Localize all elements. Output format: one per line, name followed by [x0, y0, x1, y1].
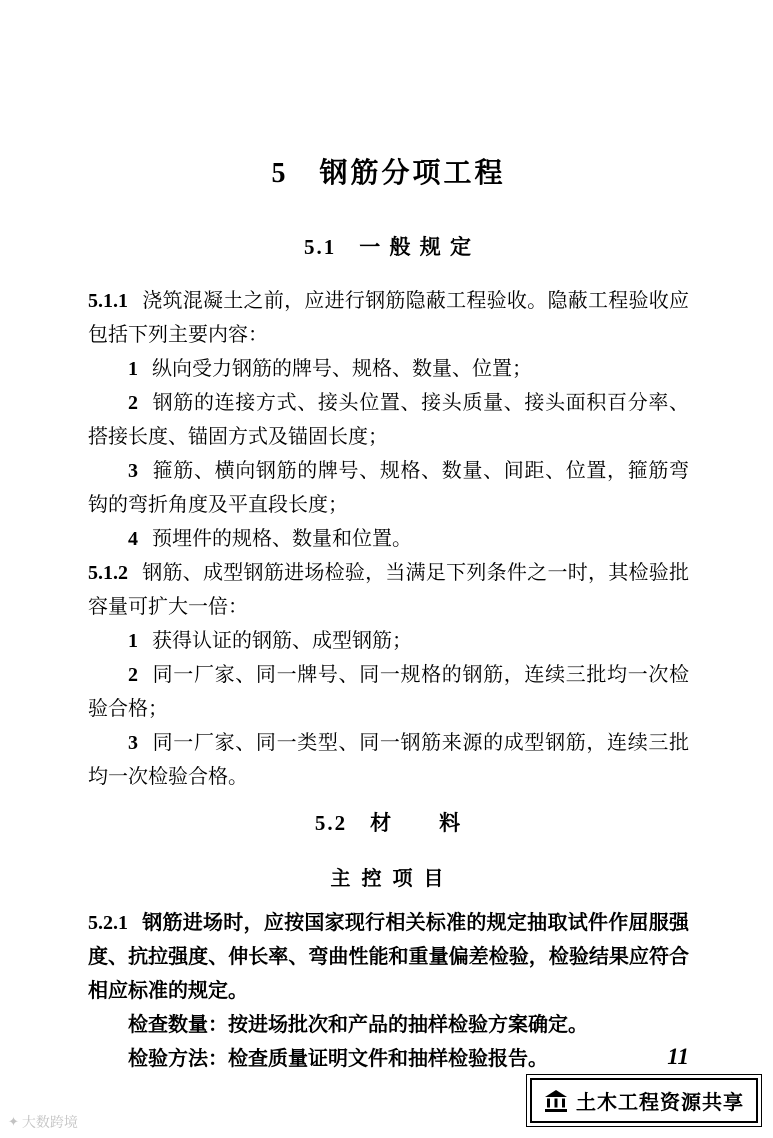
list-item-512-2: [88, 658, 689, 726]
list-item-511-4: [88, 522, 689, 556]
badge-text: 土木工程资源共享: [576, 1092, 744, 1114]
clause-text: 浇筑混凝土之前，应进行钢筋隐蔽工程验收。隐蔽工程验收应包括下列主要内容：: [88, 290, 689, 346]
clause-number: 5.1.1: [88, 290, 128, 312]
item-number: 1: [128, 630, 138, 652]
item-number: 3: [128, 460, 138, 482]
item-text: 同一厂家、同一牌号、同一规格的钢筋，连续三批均一次检验合格；: [88, 664, 689, 720]
clause-number: 5.1.2: [88, 562, 128, 584]
clause-number: 5.2.1: [88, 912, 128, 934]
pavilion-icon: [544, 1090, 568, 1112]
item-text: 钢筋的连接方式、接头位置、接头质量、接头面积百分率、搭接长度、锚固方式及锚固长度；: [88, 392, 689, 448]
watermark: [8, 1112, 78, 1132]
section-title-5-1: 5.1 一 般 规 定: [304, 235, 473, 259]
subheading-master-control: 主 控 项 目: [330, 868, 447, 890]
list-item-512-1: [88, 624, 689, 658]
check-quantity-line: 检查数量：按进场批次和产品的抽样检验方案确定。: [128, 1014, 588, 1036]
clause-text: 钢筋、成型钢筋进场检验，当满足下列条件之一时，其检验批容量可扩大一倍：: [88, 562, 689, 618]
share-badge: [526, 1074, 762, 1127]
item-text: 同一厂家、同一类型、同一钢筋来源的成型钢筋，连续三批均一次检验合格。: [88, 732, 689, 788]
list-item-511-2: [88, 386, 689, 454]
list-item-511-1: [88, 352, 689, 386]
item-number: 2: [128, 392, 138, 414]
share-badge-frame: [530, 1078, 758, 1123]
check-method-line: 检验方法：检查质量证明文件和抽样检验报告。: [128, 1048, 548, 1070]
watermark-text: 大数跨境: [21, 1114, 78, 1130]
item-number: 3: [128, 732, 138, 754]
item-text: 纵向受力钢筋的牌号、规格、数量、位置；: [152, 358, 532, 380]
page-number: 11: [667, 1044, 689, 1069]
chapter-title: 5 钢筋分项工程: [271, 158, 506, 189]
clause-5-1-2: [88, 556, 689, 624]
clause-5-2-1: [88, 906, 689, 1008]
item-text: 预埋件的规格、数量和位置。: [152, 528, 412, 550]
clause-5-1-1: [88, 284, 689, 352]
list-item-512-3: [88, 726, 689, 794]
item-text: 获得认证的钢筋、成型钢筋；: [152, 630, 412, 652]
item-number: 4: [128, 528, 138, 550]
watermark-icon: ✦: [8, 1114, 19, 1129]
item-text: 箍筋、横向钢筋的牌号、规格、数量、间距、位置，箍筋弯钩的弯折角度及平直段长度；: [88, 460, 689, 516]
section-title-5-2: 5.2 材 料: [314, 811, 463, 835]
list-item-511-3: [88, 454, 689, 522]
clause-text: 钢筋进场时，应按国家现行相关标准的规定抽取试件作屈服强度、抗拉强度、伸长率、弯曲性能和重量偏差检验，检验结果应符合相应标准的规定。: [88, 912, 689, 1002]
item-number: 1: [128, 358, 138, 380]
item-number: 2: [128, 664, 138, 686]
